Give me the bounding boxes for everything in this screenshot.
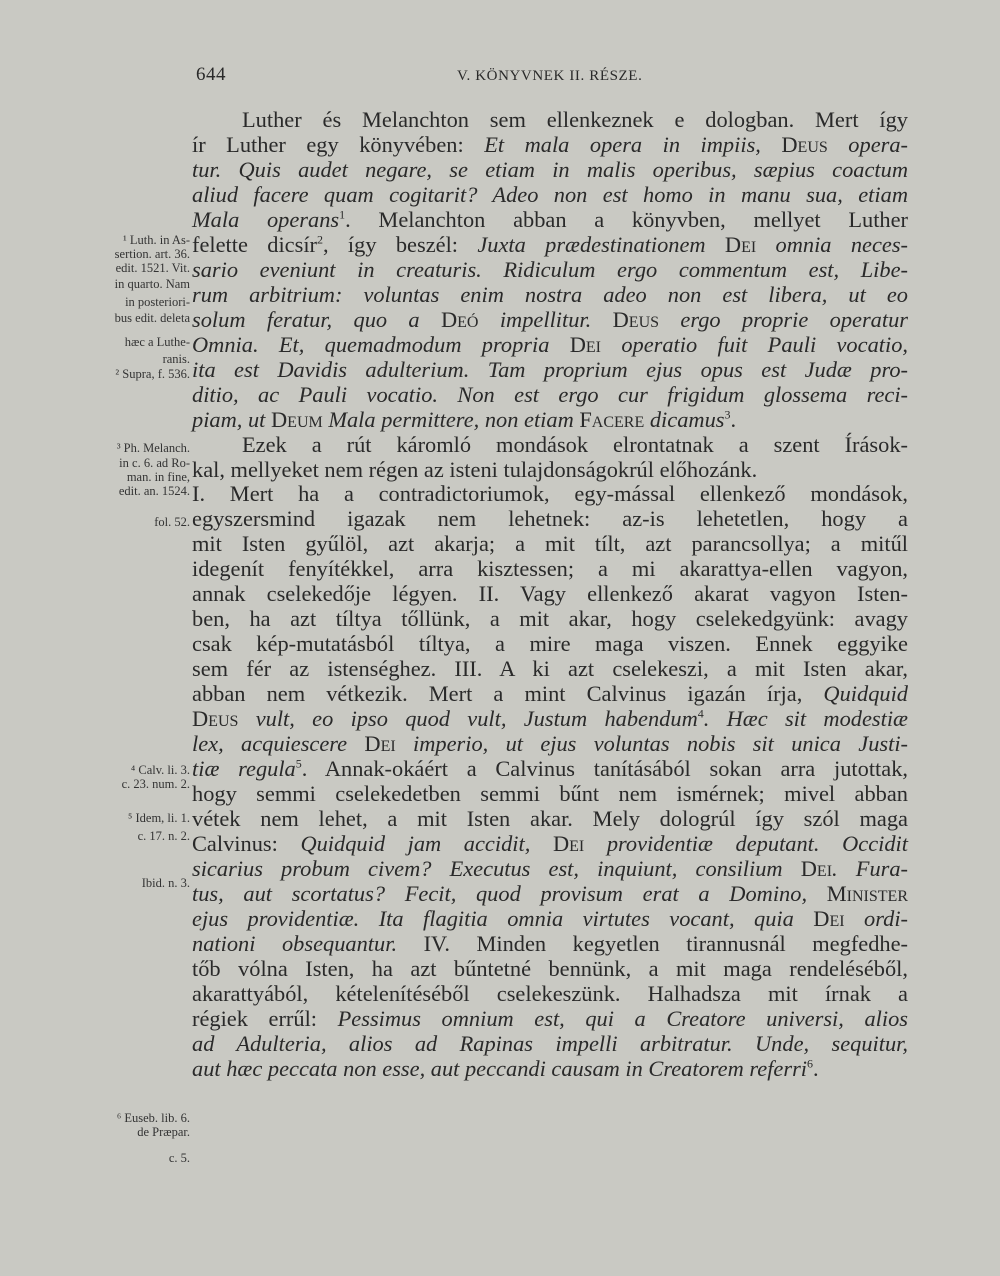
text-segment: ben, ha azt tíltya tőllünk, a mit akar, hogy cselekedgyünk: avagy bbox=[192, 606, 908, 631]
text-segment: akarattyából, kételenítéséből cselekeszünk. Halhadsza mit írnak a bbox=[192, 981, 908, 1006]
text-segment: 6 bbox=[807, 1056, 813, 1071]
text-line bbox=[192, 931, 908, 956]
text-line bbox=[192, 506, 908, 531]
text-segment: Quidquid bbox=[823, 681, 908, 706]
text-line bbox=[192, 382, 908, 407]
text-line bbox=[192, 1056, 908, 1081]
text-segment: . bbox=[813, 1056, 819, 1081]
text-segment: kal, mellyeket nem régen az isteni tulajdonságokrúl előhozánk. bbox=[192, 457, 758, 482]
text-segment: . Annak-okáért a Calvinus tanításából sokan arra jutottak, bbox=[301, 756, 908, 781]
text-segment: . Melanchton abban a könyvben, mellyet Luther bbox=[345, 207, 909, 232]
margin-note: sertion. art. 36. bbox=[114, 247, 190, 261]
text-line bbox=[192, 481, 908, 506]
text-segment: ergo proprie operatur bbox=[659, 307, 908, 332]
text-segment: Luther és Melanchton sem ellenkeznek e dologban. Mert így bbox=[242, 107, 908, 132]
text-segment: . Hæc sit modestiæ bbox=[703, 706, 908, 731]
text-line bbox=[192, 906, 908, 931]
margin-note: hæc a Luthe- bbox=[124, 335, 190, 349]
text-segment: annak cselekedője légyen. II. Vagy ellenkező akarat vagyon Isten- bbox=[192, 581, 908, 606]
text-segment: vétek nem lehet, a mit Isten akar. Mely dologrúl így szól maga bbox=[192, 806, 908, 831]
text-segment: Deó bbox=[440, 307, 479, 332]
text-segment: solum feratur, quo a bbox=[192, 307, 441, 332]
text-line bbox=[242, 432, 908, 457]
text-segment: ordi- bbox=[844, 906, 908, 931]
text-segment: Mala permittere, non etiam bbox=[322, 407, 580, 432]
text-line bbox=[192, 332, 908, 357]
text-segment: aliud facere quam cogitarit? Adeo non est homo in manu sua, etiam bbox=[192, 182, 908, 207]
margin-note: ⁵ Idem, li. 1. bbox=[128, 811, 190, 825]
text-segment: Dei bbox=[800, 856, 833, 881]
text-line bbox=[192, 207, 908, 232]
text-segment: I. Mert ha a contradictoriumok, egy-mással ellenkező mondások, bbox=[192, 481, 908, 506]
text-segment: imperio, ut ejus voluntas nobis sit unica Justi- bbox=[395, 731, 908, 756]
text-segment: Facere bbox=[579, 407, 645, 432]
text-segment: abban nem vétkezik. Mert a mint Calvinus igazán írja, bbox=[192, 681, 824, 706]
text-segment: Quidquid jam accidit, bbox=[300, 831, 553, 856]
text-line bbox=[192, 756, 908, 781]
text-segment: régiek errűl: bbox=[192, 1006, 338, 1031]
text-segment: ditio, ac Pauli vocatio. Non est ergo cur frigidum glossema reci- bbox=[192, 382, 908, 407]
margin-note: ⁴ Calv. li. 3. bbox=[130, 763, 190, 777]
margin-note: in quarto. Nam bbox=[114, 277, 190, 291]
text-line bbox=[192, 881, 908, 906]
text-segment: 4 bbox=[697, 706, 704, 721]
text-segment: Minister bbox=[826, 881, 908, 906]
margin-note: ³ Ph. Melanch. bbox=[116, 441, 190, 455]
text-line bbox=[192, 457, 908, 482]
text-line bbox=[192, 781, 908, 806]
text-line bbox=[192, 831, 908, 856]
text-segment: Et mala opera in impiis, bbox=[484, 132, 782, 157]
text-segment: Deus bbox=[192, 706, 239, 731]
text-segment: Dei bbox=[569, 332, 601, 357]
margin-note: edit. an. 1524. bbox=[118, 484, 190, 498]
text-segment: ejus providentiæ. Ita flagitia omnia virtutes vocant, quia bbox=[192, 906, 814, 931]
text-segment: operatio fuit Pauli vocatio, bbox=[601, 332, 908, 357]
text-segment: idegenít fenyítékkel, arra kisztessen; a mi akarattya-ellen vagyon, bbox=[192, 556, 908, 581]
text-line bbox=[192, 581, 908, 606]
text-segment: Dei bbox=[813, 906, 845, 931]
text-segment: tőb vólna Isten, ha azt bűntetné bennünk, a mit maga rendeléséből, bbox=[192, 956, 908, 981]
text-segment: piam, ut bbox=[192, 407, 271, 432]
margin-note: ranis. bbox=[162, 352, 190, 366]
text-segment: tur. Quis audet negare, se etiam in malis operibus, sæpius coactum bbox=[192, 157, 908, 182]
text-segment: sicarius probum civem? Executus est, inquiunt, consilium bbox=[192, 856, 801, 881]
text-segment: opera- bbox=[827, 132, 908, 157]
margin-note: bus edit. deleta bbox=[114, 311, 190, 325]
text-line bbox=[192, 357, 908, 382]
text-line bbox=[192, 257, 908, 282]
margin-note: ² Supra, f. 536. bbox=[115, 367, 190, 381]
text-line bbox=[192, 656, 908, 681]
text-segment: felette dicsír bbox=[192, 232, 317, 257]
margin-note: fol. 52. bbox=[154, 515, 190, 529]
running-head: V. KÖNYVNEK II. RÉSZE. bbox=[457, 68, 643, 84]
margin-note: c. 5. bbox=[168, 1151, 190, 1165]
text-segment: 5 bbox=[295, 756, 302, 771]
text-segment: Deus bbox=[612, 307, 660, 332]
text-line bbox=[192, 1006, 908, 1031]
text-line bbox=[192, 531, 908, 556]
text-segment: nationi obsequantur. bbox=[192, 931, 398, 956]
text-segment: Juxta prædestinationem bbox=[477, 232, 725, 257]
margin-note: c. 23. num. 2. bbox=[121, 777, 190, 791]
text-line bbox=[192, 407, 908, 432]
text-segment: Mala operans bbox=[192, 207, 340, 232]
text-segment: Ezek a rút káromló mondások elrontatnak a szent Írások- bbox=[242, 432, 908, 457]
text-segment: dicamus bbox=[644, 407, 725, 432]
text-segment: 1 bbox=[339, 207, 346, 222]
text-segment: Omnia. Et, quemadmodum propria bbox=[192, 332, 570, 357]
text-segment: Pessimus omnium est, qui a Creatore universi, alios bbox=[337, 1006, 908, 1031]
margin-note: edit. 1521. Vit. bbox=[115, 261, 190, 275]
text-segment: hogy semmi cselekedetben semmi bűnt nem ismérnek; mivel abban bbox=[192, 781, 908, 806]
text-segment: , így beszél: bbox=[323, 232, 478, 257]
text-segment: omnia neces- bbox=[756, 232, 908, 257]
margin-note: Ibid. n. 3. bbox=[141, 876, 190, 890]
text-segment: providentiæ deputant. Occidit bbox=[584, 831, 908, 856]
text-segment: 3 bbox=[724, 407, 731, 422]
text-line bbox=[192, 282, 908, 307]
text-segment: Deum bbox=[271, 407, 323, 432]
text-line bbox=[192, 681, 908, 706]
text-segment: impellitur. bbox=[478, 307, 613, 332]
text-line bbox=[192, 731, 908, 756]
margin-note: in c. 6. ad Ro- bbox=[119, 456, 190, 470]
margin-note: ¹ Luth. in As- bbox=[123, 233, 190, 247]
text-segment: rum arbitrium: voluntas enim nostra adeo non est libera, ut eo bbox=[192, 282, 908, 307]
text-line bbox=[192, 981, 908, 1006]
margin-note: c. 17. n. 2. bbox=[137, 829, 190, 843]
text-segment: tus, aut scortatus? Fecit, quod provisum erat a Domino, bbox=[192, 881, 827, 906]
text-segment: . Fura- bbox=[832, 856, 909, 881]
text-segment: vult, eo ipso quod vult, Justum habendum bbox=[238, 706, 698, 731]
text-line bbox=[192, 856, 908, 881]
text-segment: ad Adulteria, alios ad Rapinas impelli arbitratur. Unde, sequitur, bbox=[192, 1031, 908, 1056]
text-segment: csak kép-mutatásból tíltya, a mire maga viszen. Ennek eggyike bbox=[192, 631, 908, 656]
text-line bbox=[192, 232, 908, 257]
text-segment: Calvinus: bbox=[192, 831, 301, 856]
text-segment: ír Luther egy könyvében: bbox=[192, 132, 485, 157]
text-line bbox=[192, 706, 908, 731]
text-segment: . bbox=[730, 407, 737, 432]
text-segment: lex, acquiescere bbox=[192, 731, 365, 756]
text-segment: aut hæc peccata non esse, aut peccandi causam in Creatorem referri bbox=[192, 1056, 807, 1081]
text-line bbox=[242, 107, 908, 132]
text-segment: 2 bbox=[317, 232, 323, 247]
text-segment: ita est Davidis adulterium. Tam proprium ejus opus est Judæ pro- bbox=[192, 357, 908, 382]
text-segment: Dei bbox=[724, 232, 757, 257]
margin-note: ⁶ Euseb. lib. 6. bbox=[116, 1111, 190, 1125]
text-line bbox=[192, 1031, 908, 1056]
margin-note: de Præpar. bbox=[137, 1125, 190, 1139]
margin-note: in posteriori- bbox=[125, 295, 190, 309]
text-segment: egyszersmind igazak nem lehetnek: az-is lehetetlen, hogy a bbox=[192, 506, 908, 531]
text-line bbox=[192, 956, 908, 981]
text-segment: mit Isten gyűlöl, azt akarja; a mit tílt, azt parancsollya; a mitűl bbox=[192, 531, 908, 556]
text-line bbox=[192, 132, 908, 157]
text-segment: Dei bbox=[364, 731, 396, 756]
text-line bbox=[192, 157, 908, 182]
page-number: 644 bbox=[196, 64, 226, 85]
margin-note: man. in fine, bbox=[126, 470, 190, 484]
text-segment: Dei bbox=[552, 831, 585, 856]
text-segment: tiæ regula bbox=[192, 756, 296, 781]
text-line bbox=[192, 556, 908, 581]
text-line bbox=[192, 631, 908, 656]
text-segment: Deus bbox=[781, 132, 828, 157]
text-line bbox=[192, 182, 908, 207]
text-segment: sario eveniunt in creaturis. Ridiculum ergo commentum est, Libe- bbox=[192, 257, 908, 282]
text-line bbox=[192, 806, 908, 831]
text-segment: sem fér az istenséghez. III. A ki azt cselekeszi, a mit Isten akar, bbox=[192, 656, 908, 681]
text-line bbox=[192, 307, 908, 332]
text-segment: IV. Minden kegyetlen tirannusnál megfedhe- bbox=[397, 931, 908, 956]
text-line bbox=[192, 606, 908, 631]
